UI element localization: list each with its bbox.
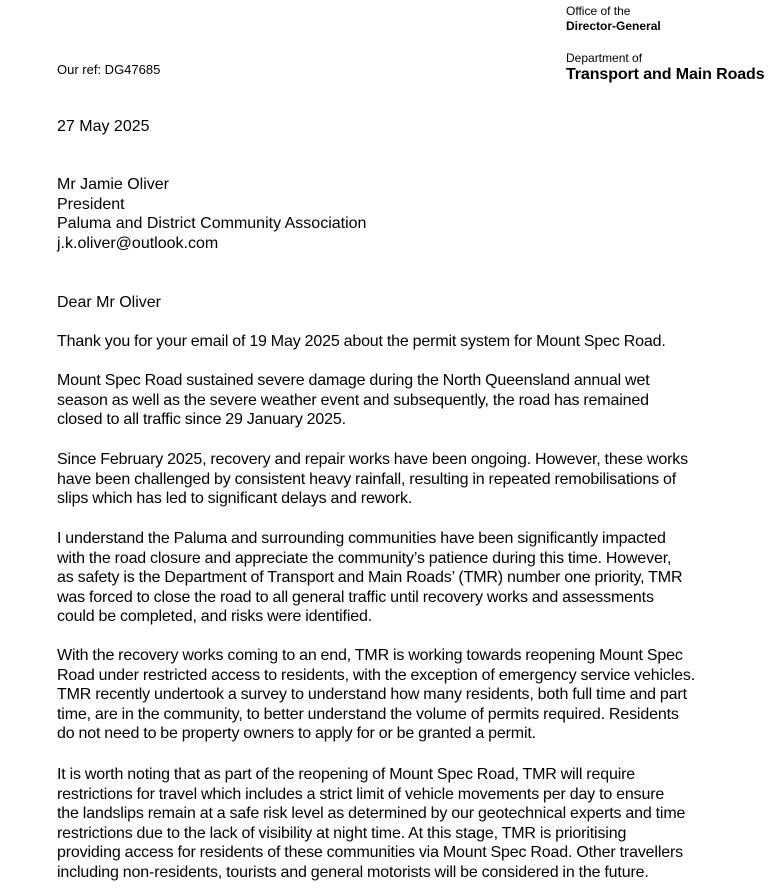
text-line: providing access for residents of these communities via Mount Spec Road. Other travellers <box>57 844 684 862</box>
text-line: restrictions due to the lack of visibility at night time. At this stage, TMR is prioritising <box>57 824 627 842</box>
text-line: the landslips remain at a safe risk level as determined by our geotechnical experts and time <box>57 805 686 823</box>
text-line: With the recovery works coming to an end, TMR is working towards reopening Mount Spec <box>57 647 683 664</box>
text-line: season as well as the severe weather event and subsequently, the road has remained <box>57 391 649 409</box>
recipient-title: President <box>57 195 125 213</box>
text-line: Thank you for your email of 19 May 2025 about the permit system for Mount Spec Road. <box>57 333 666 350</box>
text-line: time, are in the community, to better understand the volume of permits required. Residents <box>57 705 679 723</box>
paragraph-acknowledgement <box>57 332 769 352</box>
recipient-block <box>57 175 366 254</box>
text-line: could be completed, and risks were identified. <box>57 608 373 626</box>
text-line: slips which has led to significant delays and rework. <box>57 490 413 508</box>
paragraph-recovery-works <box>57 450 769 509</box>
text-line: have been challenged by consistent heavy rainfall, resulting in repeated remobilisations of <box>57 470 676 488</box>
salutation: Dear Mr Oliver <box>57 294 162 311</box>
recipient-email: j.k.oliver@outlook.com <box>57 235 219 253</box>
text-line: was forced to close the road to all general traffic until recovery works and assessments <box>57 588 654 606</box>
text-line: Since February 2025, recovery and repair works have been ongoing. However, these works <box>57 451 688 468</box>
letterhead <box>566 4 771 84</box>
recipient-organisation: Paluma and District Community Association <box>57 215 367 233</box>
text-line: with the road closure and appreciate the community’s patience during this time. However, <box>57 549 672 567</box>
recipient-name: Mr Jamie Oliver <box>57 176 170 193</box>
office-title: Director-General <box>566 19 661 33</box>
department-label: Department of <box>566 51 643 65</box>
text-line: It is worth noting that as part of the reopening of Mount Spec Road, TMR will require <box>57 766 636 783</box>
department-name: Transport and Main Roads <box>566 66 765 83</box>
text-line: restrictions for travel which includes a strict limit of vehicle movements per day to ensure <box>57 785 665 803</box>
text-line: Road under restricted access to residents, with the exception of emergency service vehicles. <box>57 666 696 684</box>
paragraph-reopening <box>57 646 769 744</box>
reference-number: Our ref: DG47685 <box>57 62 161 77</box>
paragraph-community-impact <box>57 529 769 627</box>
text-line: do not need to be property owners to apply for or be granted a permit. <box>57 725 536 743</box>
text-line: Mount Spec Road sustained severe damage during the North Queensland annual wet <box>57 372 650 389</box>
office-label: Office of the <box>566 4 631 18</box>
text-line: as safety is the Department of Transport and Main Roads’ (TMR) number one priority, TMR <box>57 569 683 587</box>
paragraph-damage <box>57 371 769 430</box>
text-line: I understand the Paluma and surrounding communities have been significantly impacted <box>57 530 666 547</box>
text-line: TMR recently undertook a survey to understand how many residents, both full time and part <box>57 686 687 704</box>
text-line: including non-residents, tourists and general motorists will be considered in the future. <box>57 863 649 881</box>
paragraph-restrictions <box>57 765 769 883</box>
text-line: closed to all traffic since 29 January 2025. <box>57 411 346 429</box>
letter-date: 27 May 2025 <box>57 118 150 135</box>
